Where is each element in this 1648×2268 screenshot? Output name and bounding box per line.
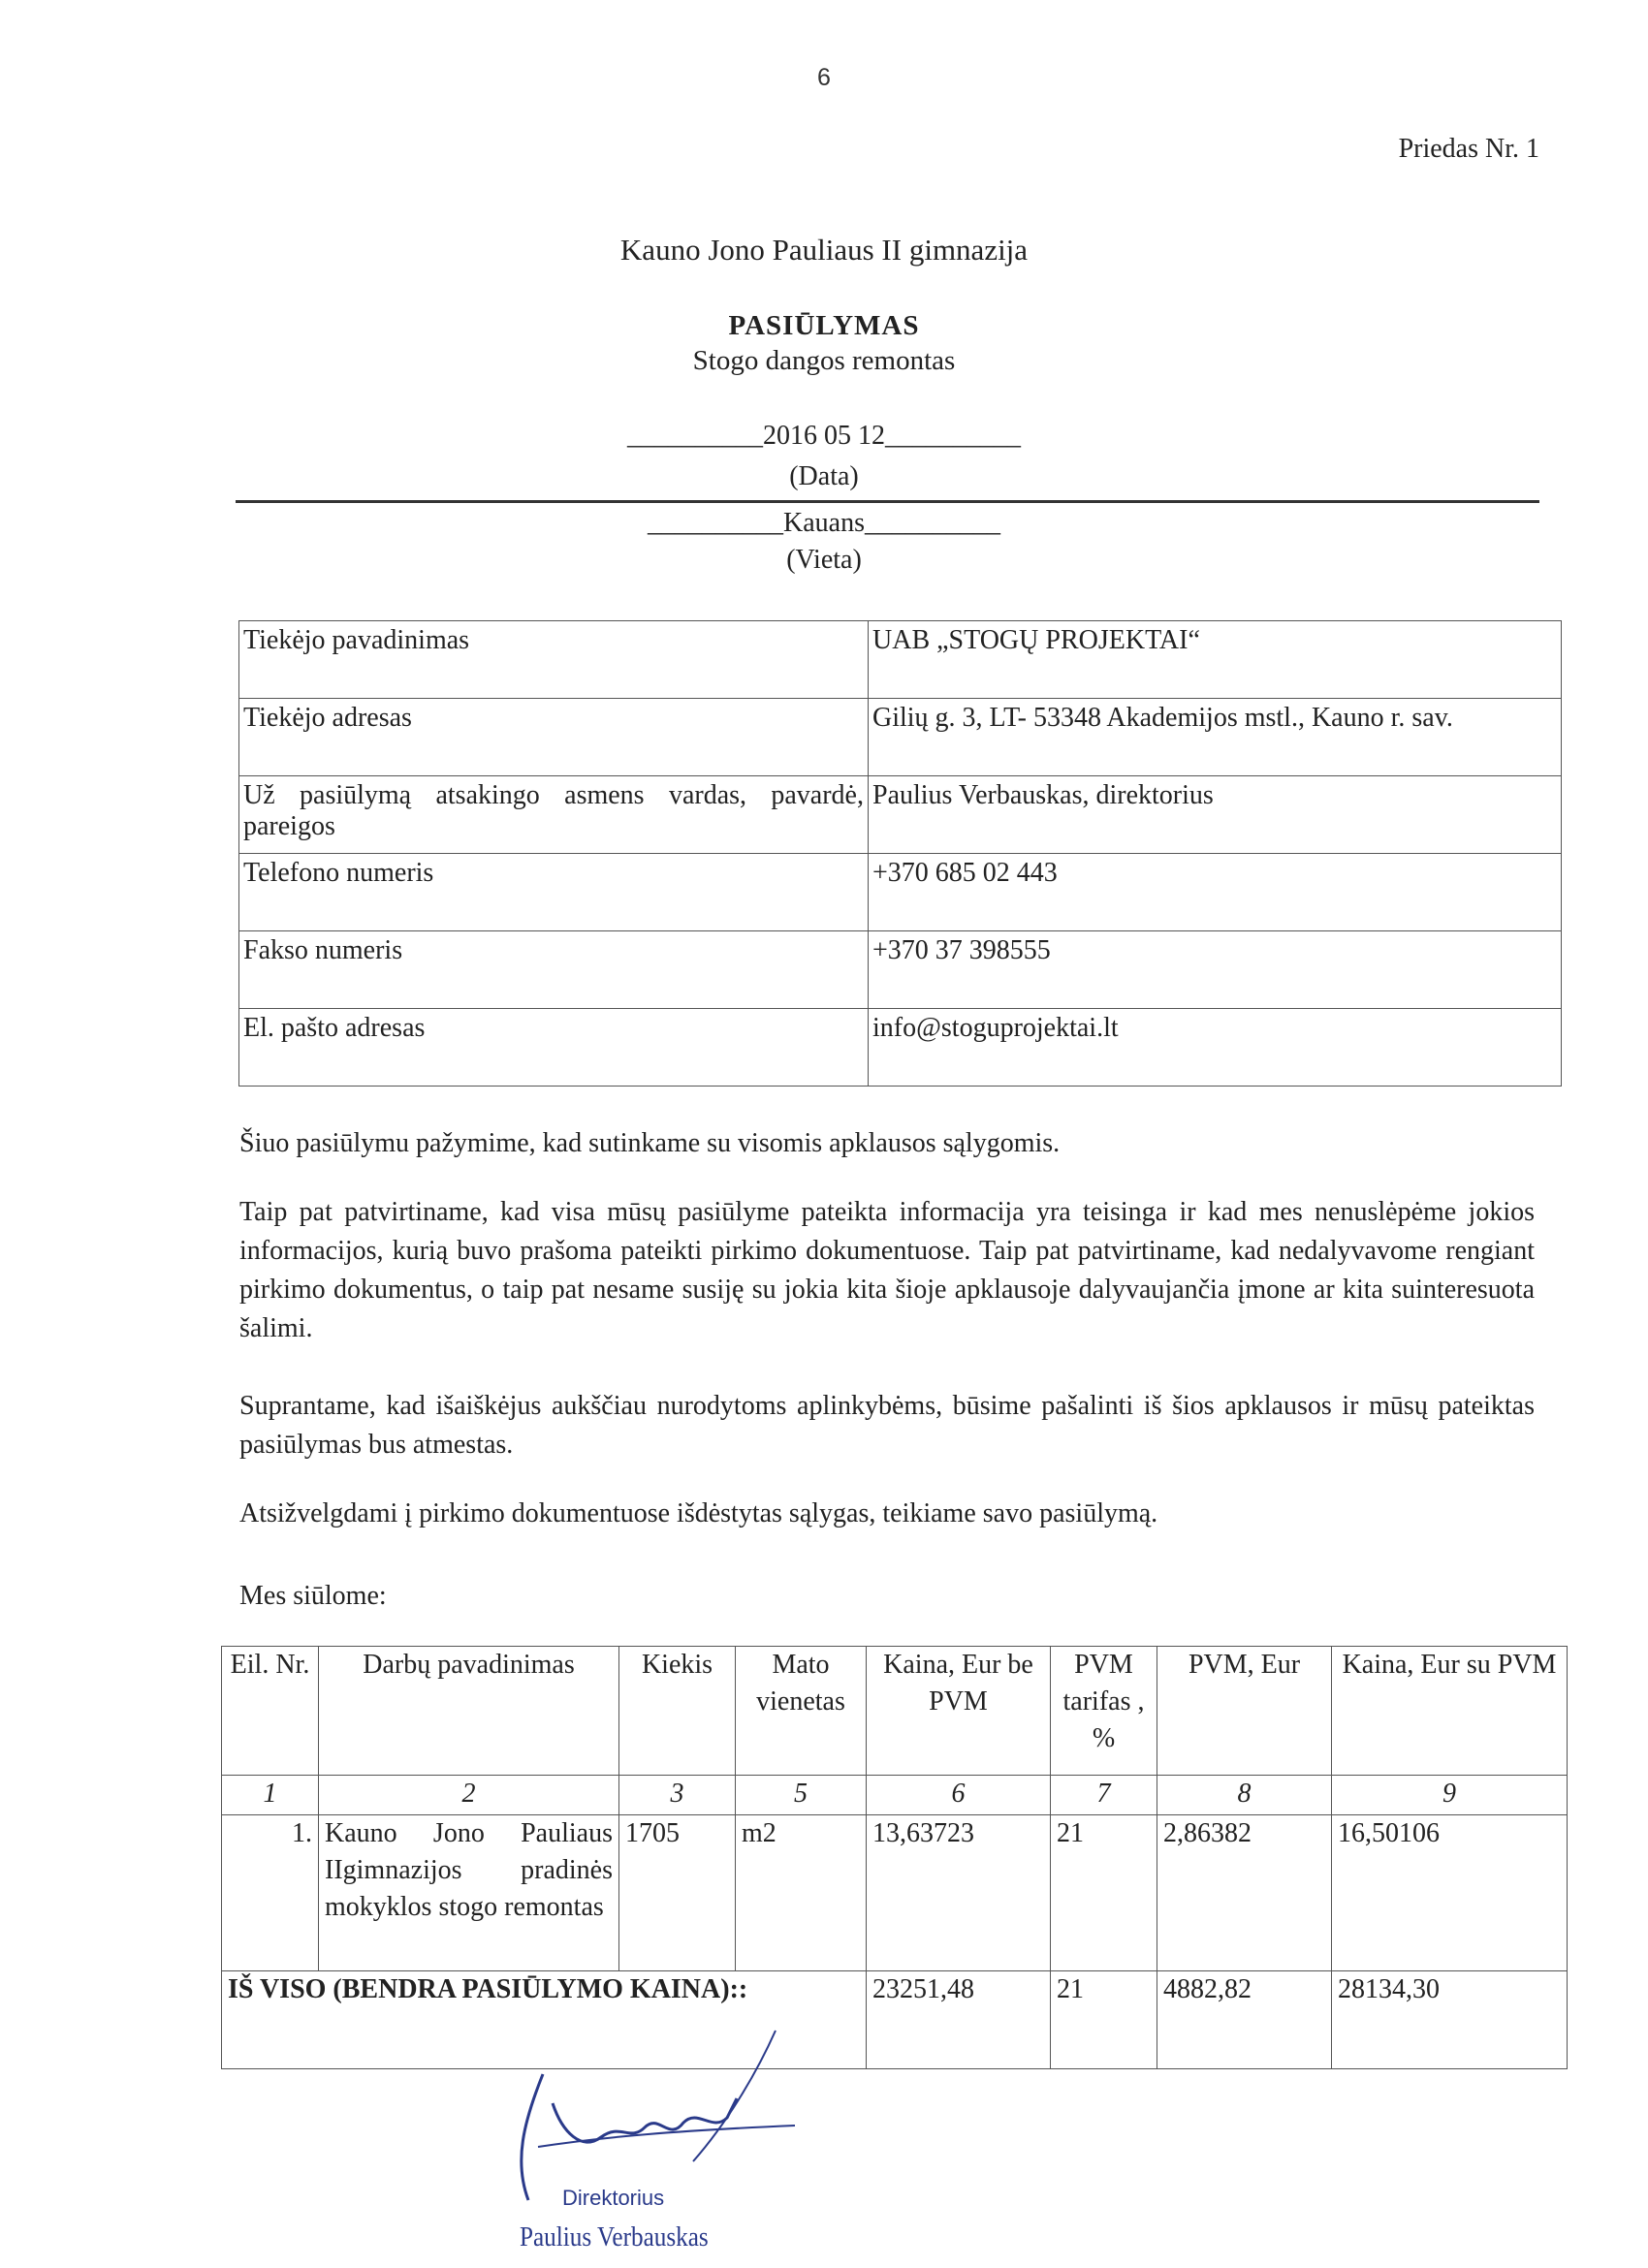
header-vat-amount: PVM, Eur <box>1157 1647 1332 1776</box>
column-number: 3 <box>619 1776 736 1815</box>
total-price-excl-vat: 23251,48 <box>867 1971 1051 2069</box>
signature-stroke <box>693 2031 776 2161</box>
works-table <box>221 1646 1568 2069</box>
header-price-incl-vat: Kaina, Eur su PVM <box>1332 1647 1568 1776</box>
annex-label: Priedas Nr. 1 <box>1398 134 1539 164</box>
table-row <box>222 1815 1568 1971</box>
supplier-label: Už pasiūlymą atsakingo asmens vardas, pavardė, pareigos <box>239 776 869 854</box>
paragraph-agreement: Šiuo pasiūlymu pažymime, kad sutinkame su visomis apklausos sąlygomis. <box>239 1128 1061 1158</box>
paragraph-offer-basis: Atsižvelgdami į pirkimo dokumentuose išdėstytas sąlygas, teikiame savo pasiūlymą. <box>239 1498 1158 1528</box>
row-work-name: Kauno Jono Pauliaus IIgimnazijos pradinės mokyklos stogo remontas <box>319 1815 619 1971</box>
supplier-label: Telefono numeris <box>239 854 869 931</box>
date-caption: (Data) <box>789 461 859 491</box>
column-number: 2 <box>319 1776 619 1815</box>
row-quantity: 1705 <box>619 1815 736 1971</box>
document-subtitle: Stogo dangos remontas <box>692 345 956 376</box>
row-vat-rate: 21 <box>1051 1815 1157 1971</box>
supplier-info-table <box>238 620 1562 1087</box>
total-label: IŠ VISO (BENDRA PASIŪLYMO KAINA):: <box>222 1971 867 2069</box>
horizontal-rule <box>236 500 1539 503</box>
date-value: __________2016 05 12__________ <box>627 421 1021 451</box>
supplier-row <box>239 699 1562 776</box>
total-vat-rate: 21 <box>1051 1971 1157 2069</box>
row-price-excl-vat: 13,63723 <box>867 1815 1051 1971</box>
row-unit: m2 <box>736 1815 867 1971</box>
school-name: Kauno Jono Pauliaus II gimnazija <box>619 233 1029 267</box>
supplier-label: Tiekėjo adresas <box>239 699 869 776</box>
page-number: 6 <box>817 64 831 91</box>
header-work-name: Darbų pavadinimas <box>319 1647 619 1776</box>
supplier-row <box>239 1009 1562 1087</box>
place-caption: (Vieta) <box>786 545 862 575</box>
row-vat-amount: 2,86382 <box>1157 1815 1332 1971</box>
column-number: 6 <box>867 1776 1051 1815</box>
supplier-row <box>239 854 1562 931</box>
header-nr: Eil. Nr. <box>222 1647 319 1776</box>
signature-stamp <box>485 2016 805 2258</box>
supplier-value: UAB „STOGŲ PROJEKTAI“ <box>869 621 1562 699</box>
supplier-row <box>239 776 1562 854</box>
supplier-value: +370 37 398555 <box>869 931 1562 1009</box>
signature-stroke <box>522 2074 737 2200</box>
total-vat-amount: 4882,82 <box>1157 1971 1332 2069</box>
header-unit: Mato vienetas <box>736 1647 867 1776</box>
supplier-row <box>239 931 1562 1009</box>
paragraph-understanding: Suprantame, kad išaiškėjus aukščiau nurodytoms aplinkybėms, būsime pašalinti iš šios apklausos ir mūsų pateiktas pasiūlymas bus atmestas. <box>239 1391 1535 1460</box>
paragraph-we-offer: Mes siūlome: <box>239 1581 387 1611</box>
column-number: 5 <box>736 1776 867 1815</box>
supplier-label: Fakso numeris <box>239 931 869 1009</box>
row-nr: 1. <box>222 1815 319 1971</box>
document-title: PASIŪLYMAS <box>728 310 920 341</box>
column-number: 7 <box>1051 1776 1157 1815</box>
supplier-value: Paulius Verbauskas, direktorius <box>869 776 1562 854</box>
header-vat-rate: PVM tarifas , % <box>1051 1647 1157 1776</box>
column-number: 1 <box>222 1776 319 1815</box>
paragraph-confirmation: Taip pat patvirtiname, kad visa mūsų pasiūlyme pateikta informacija yra teisinga ir kad mes nenuslėpėme jokios informacijos, kurią buvo prašoma pateikti pirkimo dokumentuose. Taip pat patvirtiname, kad nedalyvavome rengiant pirkimo dokumentus, o taip pat nesame susiję su jokia kita šioje apklausoje dalyvaujančia įmone ar kita suinteresuota šalimi. <box>239 1197 1535 1343</box>
total-row <box>222 1971 1568 2069</box>
total-price-incl-vat: 28134,30 <box>1332 1971 1568 2069</box>
supplier-value: info@stoguprojektai.lt <box>869 1009 1562 1087</box>
supplier-row <box>239 621 1562 699</box>
supplier-label: El. pašto adresas <box>239 1009 869 1087</box>
place-value: __________Kauans__________ <box>648 508 1000 538</box>
column-number-row <box>222 1776 1568 1815</box>
works-header-row <box>222 1647 1568 1776</box>
supplier-value: +370 685 02 443 <box>869 854 1562 931</box>
signature-title: Direktorius <box>562 2186 665 2210</box>
signature-name: Paulius Verbauskas <box>520 2221 709 2252</box>
supplier-value: Gilių g. 3, LT- 53348 Akademijos mstl., Kauno r. sav. <box>869 699 1562 776</box>
header-quantity: Kiekis <box>619 1647 736 1776</box>
row-price-incl-vat: 16,50106 <box>1332 1815 1568 1971</box>
column-number: 9 <box>1332 1776 1568 1815</box>
column-number: 8 <box>1157 1776 1332 1815</box>
header-price-excl-vat: Kaina, Eur be PVM <box>867 1647 1051 1776</box>
supplier-label: Tiekėjo pavadinimas <box>239 621 869 699</box>
